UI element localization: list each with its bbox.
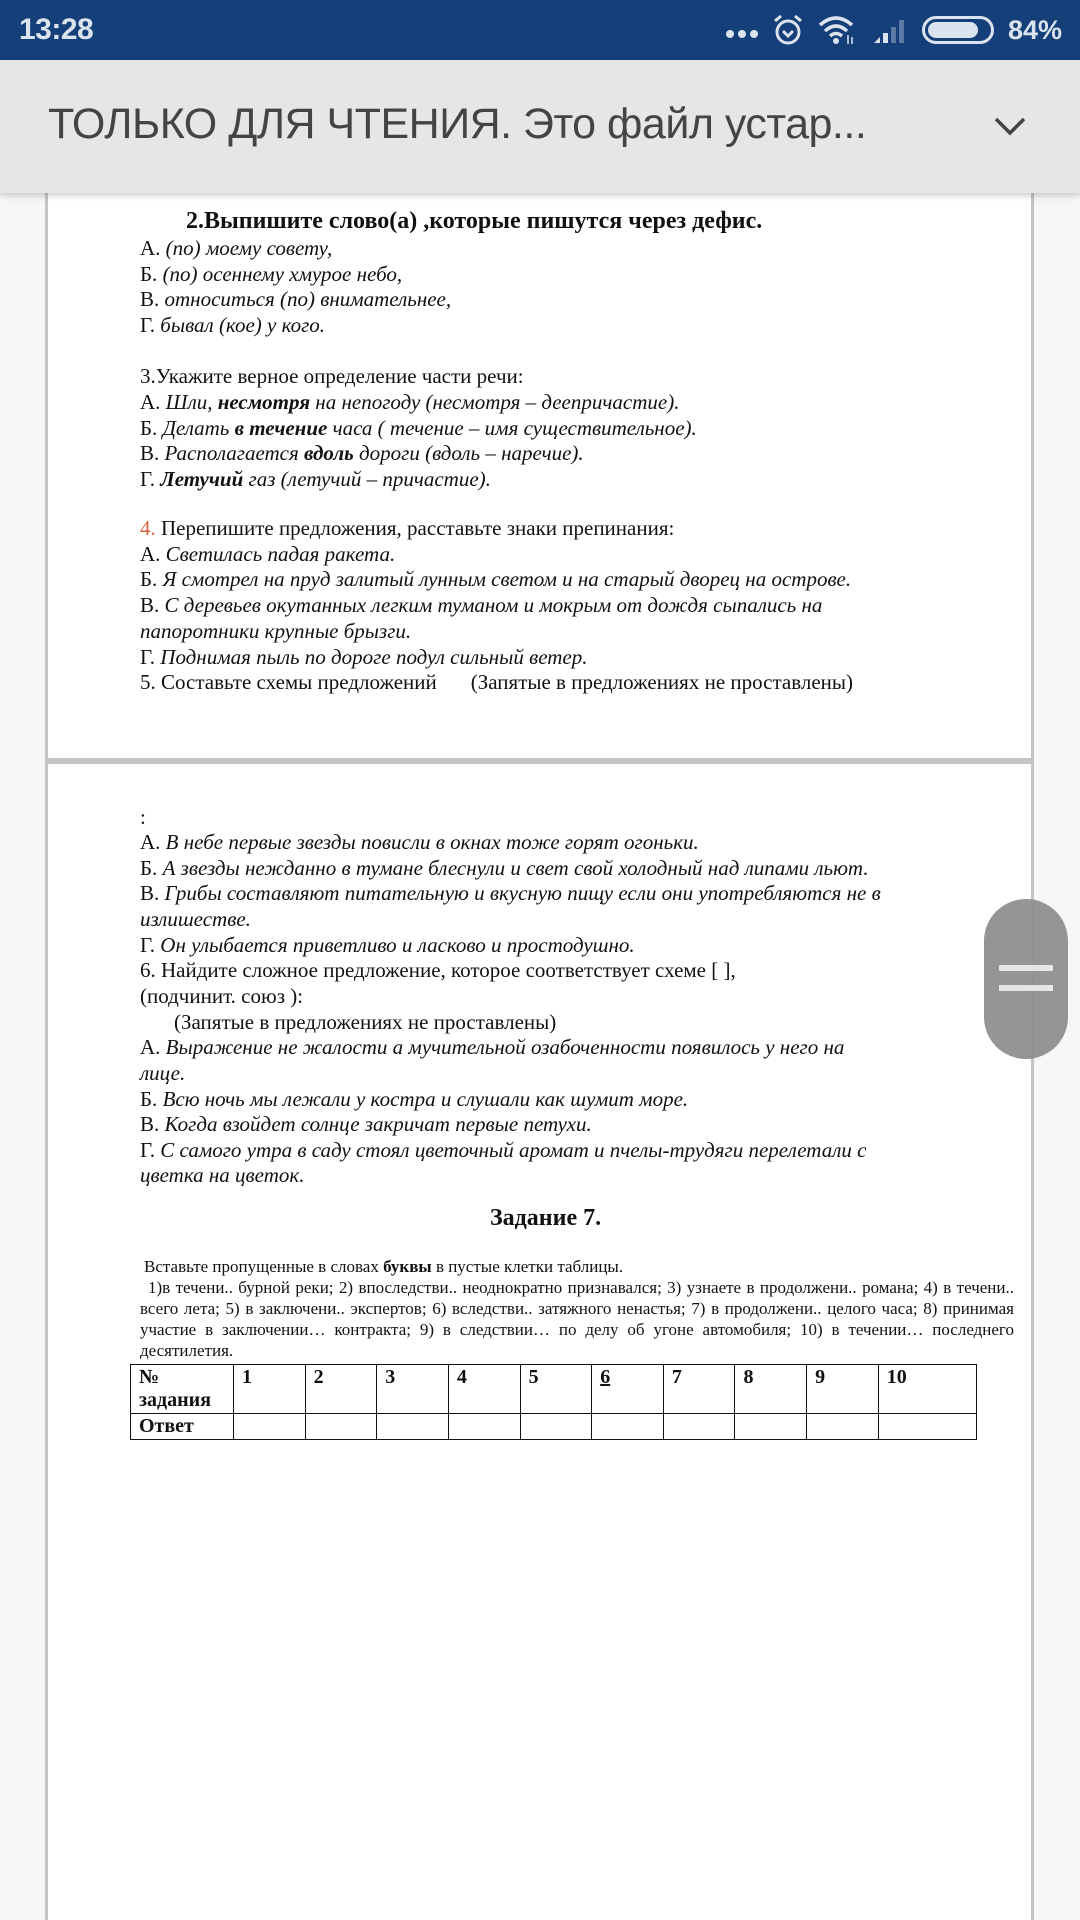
task4-option-d: Г. Поднимая пыль по дороге подул сильный ветер.: [140, 645, 588, 669]
chevron-down-icon[interactable]: [988, 104, 1032, 148]
task4-option-c-cont: папоротники крупные брызги.: [140, 619, 412, 643]
answer-cell-4: [448, 1414, 520, 1440]
task2-option-c: В. относиться (по) внимательнее,: [140, 287, 452, 311]
task5-option-d: Г. Он улыбается приветливо и ласково и простодушно.: [140, 933, 635, 957]
task7-title: Задание 7.: [490, 1205, 602, 1231]
banner-title: ТОЛЬКО ДЛЯ ЧТЕНИЯ. Это файл устар...: [48, 100, 867, 148]
task2-option-b: Б. (по) осеннему хмурое небо,: [140, 262, 403, 286]
table-row-task-numbers: [131, 1365, 977, 1414]
answer-cell-9: [807, 1414, 879, 1440]
task3-option-a: А. Шли, несмотря на непогоду (несмотря – деепричастие).: [140, 390, 680, 414]
task6-option-a: А. Выражение не жалости а мучительной озабоченности появилось у него на: [140, 1035, 845, 1059]
task3-option-d: Г. Летучий газ (летучий – причастие).: [140, 467, 491, 491]
task4-option-b: Б. Я смотрел на пруд залитый лунным светом и на старый дворец на острове.: [140, 567, 852, 591]
answer-cell-5: [520, 1414, 592, 1440]
status-bar: [0, 0, 1080, 60]
table-header-task-number: № задания: [131, 1365, 234, 1414]
task6-option-d-cont: цветка на цветок.: [140, 1163, 305, 1187]
table-col-6: 6: [592, 1365, 664, 1414]
status-time: 13:28: [19, 13, 94, 46]
task3-option-b: Б. Делать в течение часа ( течение – имя существительное).: [140, 416, 697, 440]
answer-cell-3: [377, 1414, 449, 1440]
task5-heading: 5. Составьте схемы предложений (Запятые в предложениях не проставлены): [140, 670, 853, 694]
answer-cell-1: [234, 1414, 306, 1440]
task5-option-a: А. В небе первые звезды повисли в окнах тоже горят огоньки.: [140, 830, 699, 854]
battery-percent: 84%: [1007, 14, 1062, 45]
battery-icon: [922, 16, 994, 44]
task2-option-d: Г. бывал (кое) у кого.: [140, 313, 326, 337]
table-col-9: 9: [807, 1365, 879, 1414]
table-row-answers: [131, 1414, 977, 1440]
table-col-4: 4: [448, 1365, 520, 1414]
task6-option-b: Б. Всю ночь мы лежали у костра и слушали как шумит море.: [140, 1087, 689, 1111]
document-viewer[interactable]: [0, 193, 1080, 1920]
alarm-icon: [772, 13, 804, 47]
task2-heading: 2.Выпишите слово(а) ,которые пишутся через дефис.: [186, 208, 763, 234]
fast-scroll-thumb[interactable]: [984, 899, 1068, 1059]
answer-cell-7: [663, 1414, 735, 1440]
task4-option-c: В. С деревьев окутанных легким туманом и мокрым от дождя сыпались на: [140, 593, 823, 617]
task6-option-a-cont: лице.: [140, 1061, 186, 1085]
task5-option-b: Б. А звезды нежданно в тумане блеснули и свет свой холодный над липами льют.: [140, 856, 869, 880]
grip-line-icon: [999, 965, 1053, 971]
answer-cell-2: [305, 1414, 377, 1440]
task7-paragraph: 1)в течени.. бурной реки; 2) впоследстви.. неоднократно признавался; 3) узнаете в продолжени.. романа; 4) в течени.. всего лета; 5) в заключени.. экспертов; 6) вследстви.. затяжного ненастья; 7) в продолжени.. целого часа; 8) принимая участие в заключении… контракта; 9) в следствии… по делу об угоне автомобиля; 10) в течении… последнего десятилетия.: [140, 1278, 1014, 1360]
read-only-banner[interactable]: [0, 60, 1080, 193]
task6-note: (Запятые в предложениях не проставлены): [174, 1010, 557, 1034]
table-col-3: 3: [377, 1365, 449, 1414]
document-page-2: [45, 764, 1034, 1920]
table-col-7: 7: [663, 1365, 735, 1414]
task6-heading: 6. Найдите сложное предложение, которое соответствует схеме [ ],: [140, 958, 736, 982]
wifi-icon: [818, 15, 858, 45]
table-col-2: 2: [305, 1365, 377, 1414]
cellular-signal-icon: [872, 15, 908, 45]
task3-option-c: В. Располагается вдоль дороги (вдоль – наречие).: [140, 441, 584, 465]
table-col-8: 8: [735, 1365, 807, 1414]
status-icons: [726, 12, 1062, 48]
table-col-1: 1: [234, 1365, 306, 1414]
task5-option-c: В. Грибы составляют питательную и вкусную пищу если они употребляются не в: [140, 881, 881, 905]
task3-heading: 3.Укажите верное определение части речи:: [140, 364, 524, 388]
task6-heading-cont: (подчинит. союз ):: [140, 984, 304, 1008]
task4-option-a: А. Светилась падая ракета.: [140, 542, 396, 566]
task5-colon: :: [140, 805, 146, 829]
table-col-10: 10: [878, 1365, 976, 1414]
table-col-5: 5: [520, 1365, 592, 1414]
answer-cell-6: [592, 1414, 664, 1440]
task7-instruction: Вставьте пропущенные в словах буквы в пустые клетки таблицы.: [144, 1257, 624, 1276]
task5-option-c-cont: излишестве.: [140, 907, 251, 931]
answer-cell-10: [878, 1414, 976, 1440]
task4-heading: 4. Перепишите предложения, расставьте знаки препинания:: [140, 516, 675, 540]
answer-table: [130, 1364, 977, 1440]
answer-cell-8: [735, 1414, 807, 1440]
grip-line-icon: [999, 985, 1053, 991]
task6-option-d: Г. С самого утра в саду стоял цветочный аромат и пчелы-трудяги перелетали с: [140, 1138, 867, 1162]
task6-option-c: В. Когда взойдет солнце закричат первые петухи.: [140, 1112, 592, 1136]
more-notifications-icon: [726, 30, 758, 38]
table-header-answer: Ответ: [131, 1414, 234, 1440]
task2-option-a: А. (по) моему совету,: [140, 236, 333, 260]
